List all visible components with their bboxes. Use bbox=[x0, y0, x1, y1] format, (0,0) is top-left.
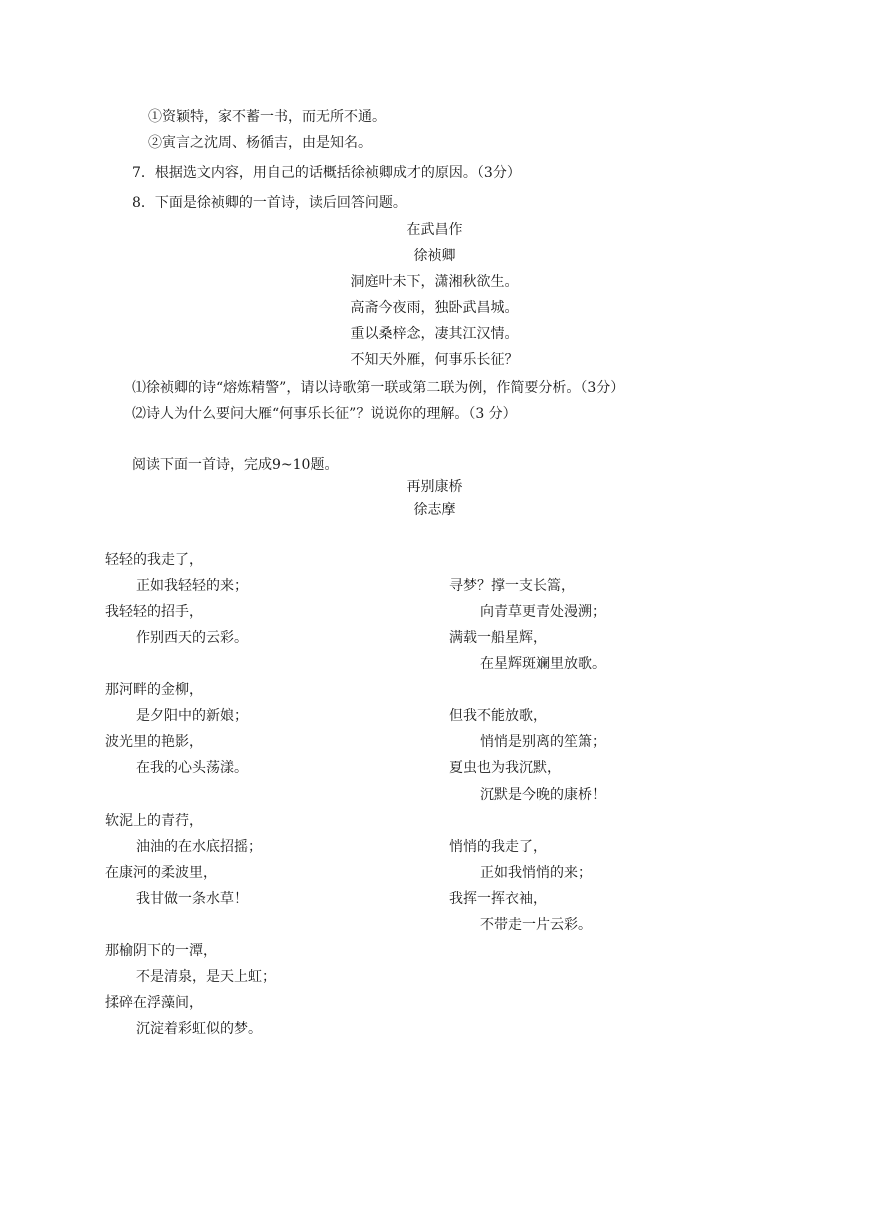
sub-question-1: ⑴徐祯卿的诗“熔炼精警”，请以诗歌第一联或第二联为例，作简要分析。（3分） bbox=[132, 380, 625, 396]
poem2-left-1-1: 轻轻的我走了， bbox=[105, 552, 203, 568]
poem2-right-1-2: 向青草更青处漫溯； bbox=[480, 604, 606, 620]
poem2-left-4-3: 揉碎在浮藻间， bbox=[105, 995, 203, 1011]
poem2-left-1-4: 作别西天的云彩。 bbox=[136, 630, 248, 646]
question-8: 8．下面是徐祯卿的一首诗，读后回答问题。 bbox=[132, 195, 407, 211]
sentence-item-2: ②寅言之沈周、杨循吉，由是知名。 bbox=[148, 135, 372, 151]
poem1-title: 在武昌作 bbox=[406, 222, 463, 238]
poem2-left-3-3: 在康河的柔波里， bbox=[105, 865, 217, 881]
poem2-left-2-4: 在我的心头荡漾。 bbox=[136, 760, 248, 776]
poem2-right-2-2: 悄悄是别离的笙箫； bbox=[480, 734, 606, 750]
poem2-right-1-3: 满载一船星辉， bbox=[449, 630, 547, 646]
poem1-line-4: 不知天外雁，何事乐长征？ bbox=[350, 352, 519, 368]
poem2-left-1-3: 我轻轻的招手， bbox=[105, 604, 203, 620]
poem2-left-2-2: 是夕阳中的新娘； bbox=[136, 708, 248, 724]
poem2-right-2-1: 但我不能放歌， bbox=[449, 708, 547, 724]
poem2-title: 再别康桥 bbox=[406, 479, 463, 495]
poem2-left-4-4: 沉淀着彩虹似的梦。 bbox=[136, 1021, 262, 1037]
poem2-left-3-1: 软泥上的青荇， bbox=[105, 813, 203, 829]
sentence-item-1: ①资颖特，家不蓄一书，而无所不通。 bbox=[148, 109, 386, 125]
poem2-left-2-1: 那河畔的金柳， bbox=[105, 682, 203, 698]
poem2-right-3-1: 悄悄的我走了， bbox=[449, 839, 547, 855]
poem1-author: 徐祯卿 bbox=[413, 248, 456, 264]
question-7: 7．根据选文内容，用自己的话概括徐祯卿成才的原因。（3分） bbox=[132, 165, 521, 181]
poem2-author: 徐志摩 bbox=[413, 502, 456, 518]
poem2-left-4-2: 不是清泉，是天上虹； bbox=[136, 969, 276, 985]
poem2-left-1-2: 正如我轻轻的来； bbox=[136, 578, 248, 594]
poem1-line-1: 洞庭叶未下，潇湘秋欲生。 bbox=[350, 274, 519, 290]
section2-intro: 阅读下面一首诗，完成9~10题。 bbox=[132, 457, 339, 473]
poem2-right-3-4: 不带走一片云彩。 bbox=[480, 917, 592, 933]
sub-question-2: ⑵诗人为什么要问大雁“何事乐长征”？说说你的理解。（3 分） bbox=[132, 406, 517, 422]
poem2-left-3-2: 油油的在水底招摇； bbox=[136, 839, 262, 855]
poem2-right-3-2: 正如我悄悄的来； bbox=[480, 865, 592, 881]
poem1-line-3: 重以桑梓念，凄其江汉情。 bbox=[350, 326, 519, 342]
poem2-right-3-3: 我挥一挥衣袖， bbox=[449, 891, 547, 907]
poem2-left-3-4: 我甘做一条水草！ bbox=[136, 891, 248, 907]
poem2-right-2-3: 夏虫也为我沉默， bbox=[449, 760, 561, 776]
poem2-right-2-4: 沉默是今晚的康桥！ bbox=[480, 787, 606, 803]
poem2-right-1-4: 在星辉斑斓里放歌。 bbox=[480, 656, 606, 672]
poem2-left-2-3: 波光里的艳影， bbox=[105, 734, 203, 750]
poem1-line-2: 高斋今夜雨，独卧武昌城。 bbox=[350, 300, 519, 316]
poem2-right-1-1: 寻梦？撑一支长篙， bbox=[449, 578, 575, 594]
poem2-left-4-1: 那榆阴下的一潭， bbox=[105, 943, 217, 959]
